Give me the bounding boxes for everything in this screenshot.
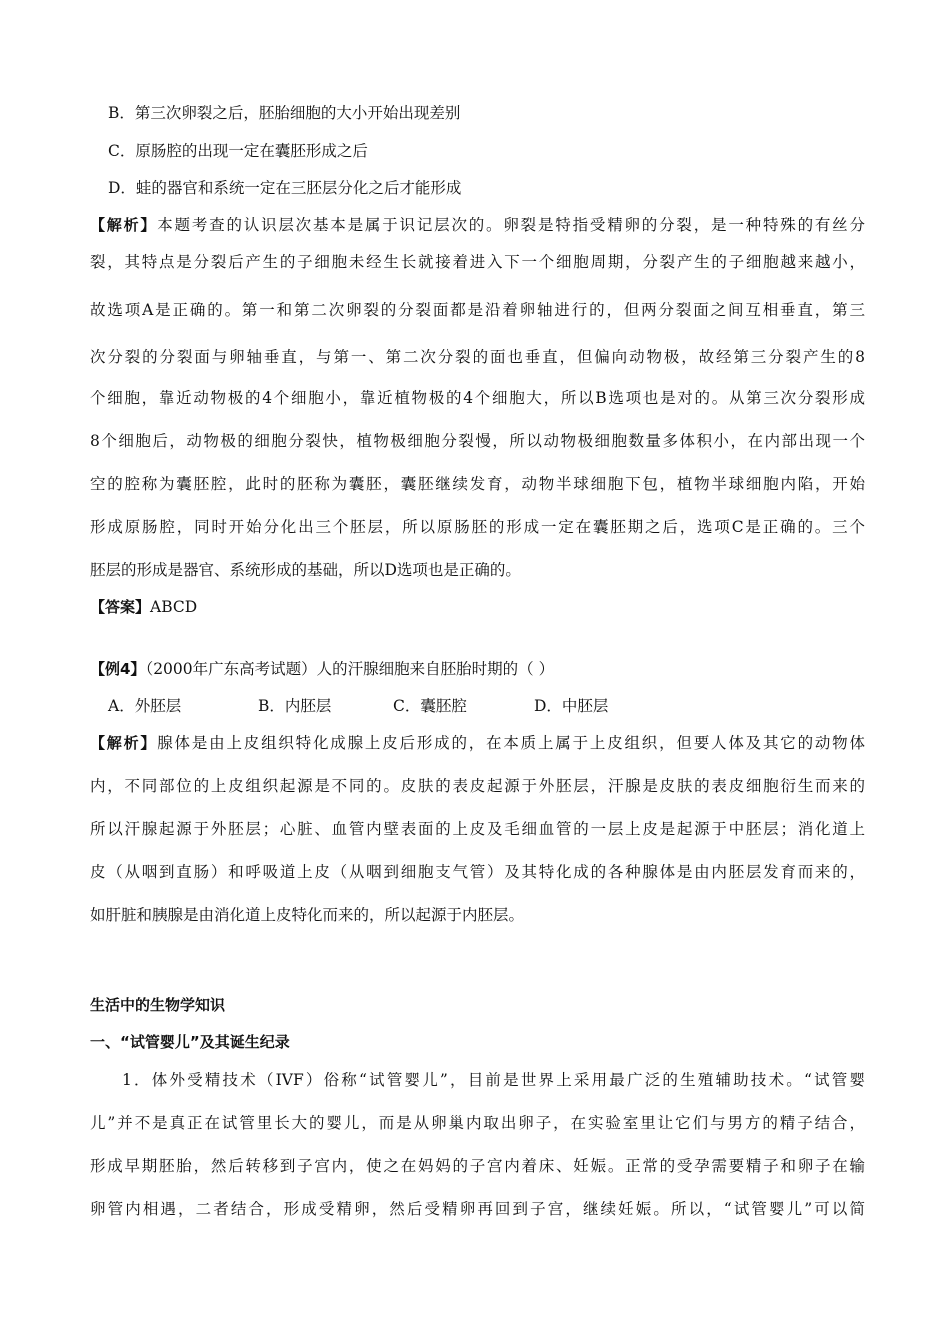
example4-option-b: B．内胚层 <box>258 697 332 715</box>
example4-analysis-label: 【解析】 <box>90 734 158 752</box>
example4-option-c: C．囊胚腔 <box>393 697 467 715</box>
example4-label: 【例4】 <box>90 660 146 678</box>
analysis-line-3: 故选项A是正确的。第一和第二次卵裂的分裂面都是沿着卵轴进行的，但两分裂面之间互相垂直，第三 <box>90 301 865 319</box>
example4-option-d: D．中胚层 <box>534 697 609 715</box>
section-line-3: 形成早期胚胎，然后转移到子宫内，使之在妈妈的子宫内着床、妊娠。正常的受孕需要精子和卵子在输 <box>90 1157 865 1175</box>
analysis-line-2: 裂，其特点是分裂后产生的子细胞未经生长就接着进入下一个细胞周期，分裂产生的子细胞越来越小， <box>90 253 865 271</box>
analysis-line-7: 空的腔称为囊胚腔，此时的胚称为囊胚，囊胚继续发育，动物半球细胞下包，植物半球细胞内陷，开始 <box>90 475 865 493</box>
analysis-text-1: 本题考查的认识层次基本是属于识记层次的。卵裂是特指受精卵的分裂，是一种特殊的有丝分 <box>157 216 865 234</box>
analysis-line-9: 胚层的形成是器官、系统形成的基础，所以D选项也是正确的。 <box>90 561 521 579</box>
answer-value: ABCD <box>150 598 198 616</box>
example4-analysis-line-1 <box>90 733 865 753</box>
section-line-1: 1．体外受精技术（IVF）俗称“试管婴儿”，目前是世界上采用最广泛的生殖辅助技术。“试管婴 <box>122 1071 865 1089</box>
option-b: B．第三次卵裂之后，胚胎细胞的大小开始出现差别 <box>108 104 461 122</box>
analysis-line-5: 个细胞，靠近动物极的4个细胞小，靠近植物极的4个细胞大，所以B选项也是对的。从第三次分裂形成 <box>90 389 865 407</box>
analysis-label: 【解析】 <box>90 216 158 234</box>
answer-label: 【答案】 <box>90 598 151 616</box>
example4-question-text: （2000年广东高考试题）人的汗腺细胞来自胚胎时期的（ ） <box>145 660 555 678</box>
section-line-2: 儿”并不是真正在试管里长大的婴儿，而是从卵巢内取出卵子，在实验室里让它们与男方的精子结合， <box>90 1114 865 1132</box>
section-title: 生活中的生物学知识 <box>90 996 226 1014</box>
analysis-line-8: 形成原肠腔，同时开始分化出三个胚层，所以原肠胚的形成一定在囊胚期之后，选项C是正确的。三个 <box>90 518 865 536</box>
analysis-line-1 <box>90 215 865 235</box>
section-subtitle: 一、“试管婴儿”及其诞生纪录 <box>90 1033 290 1051</box>
example4-question <box>90 659 865 679</box>
option-d: D．蛙的器官和系统一定在三胚层分化之后才能形成 <box>108 179 462 197</box>
example4-analysis-line-4: 皮（从咽到直肠）和呼吸道上皮（从咽到细胞支气管）及其特化成的各种腺体是由内胚层发育而来的， <box>90 863 865 881</box>
example4-option-a: A．外胚层 <box>108 697 182 715</box>
example4-analysis-text-1: 腺体是由上皮组织特化成腺上皮后形成的，在本质上属于上皮组织，但要人体及其它的动物体 <box>157 734 865 752</box>
analysis-line-4: 次分裂的分裂面与卵轴垂直，与第一、第二次分裂的面也垂直，但偏向动物极，故经第三分裂产生的8 <box>90 348 865 366</box>
option-c: C．原肠腔的出现一定在囊胚形成之后 <box>108 142 368 160</box>
section-line-4: 卵管内相遇，二者结合，形成受精卵，然后受精卵再回到子宫，继续妊娠。所以，“试管婴儿”可以简 <box>90 1200 865 1218</box>
example4-analysis-line-2: 内，不同部位的上皮组织起源是不同的。皮肤的表皮起源于外胚层，汗腺是皮肤的表皮细胞衍生而来的 <box>90 777 865 795</box>
example4-analysis-line-5: 如肝脏和胰腺是由消化道上皮特化而来的，所以起源于内胚层。 <box>90 906 525 924</box>
analysis-line-6: 8个细胞后，动物极的细胞分裂快，植物极细胞分裂慢，所以动物极细胞数量多体积小，在内部出现一个 <box>90 432 865 450</box>
answer-line <box>90 597 865 617</box>
example4-analysis-line-3: 所以汗腺起源于外胚层；心脏、血管内壁表面的上皮及毛细血管的一层上皮是起源于中胚层；消化道上 <box>90 820 865 838</box>
